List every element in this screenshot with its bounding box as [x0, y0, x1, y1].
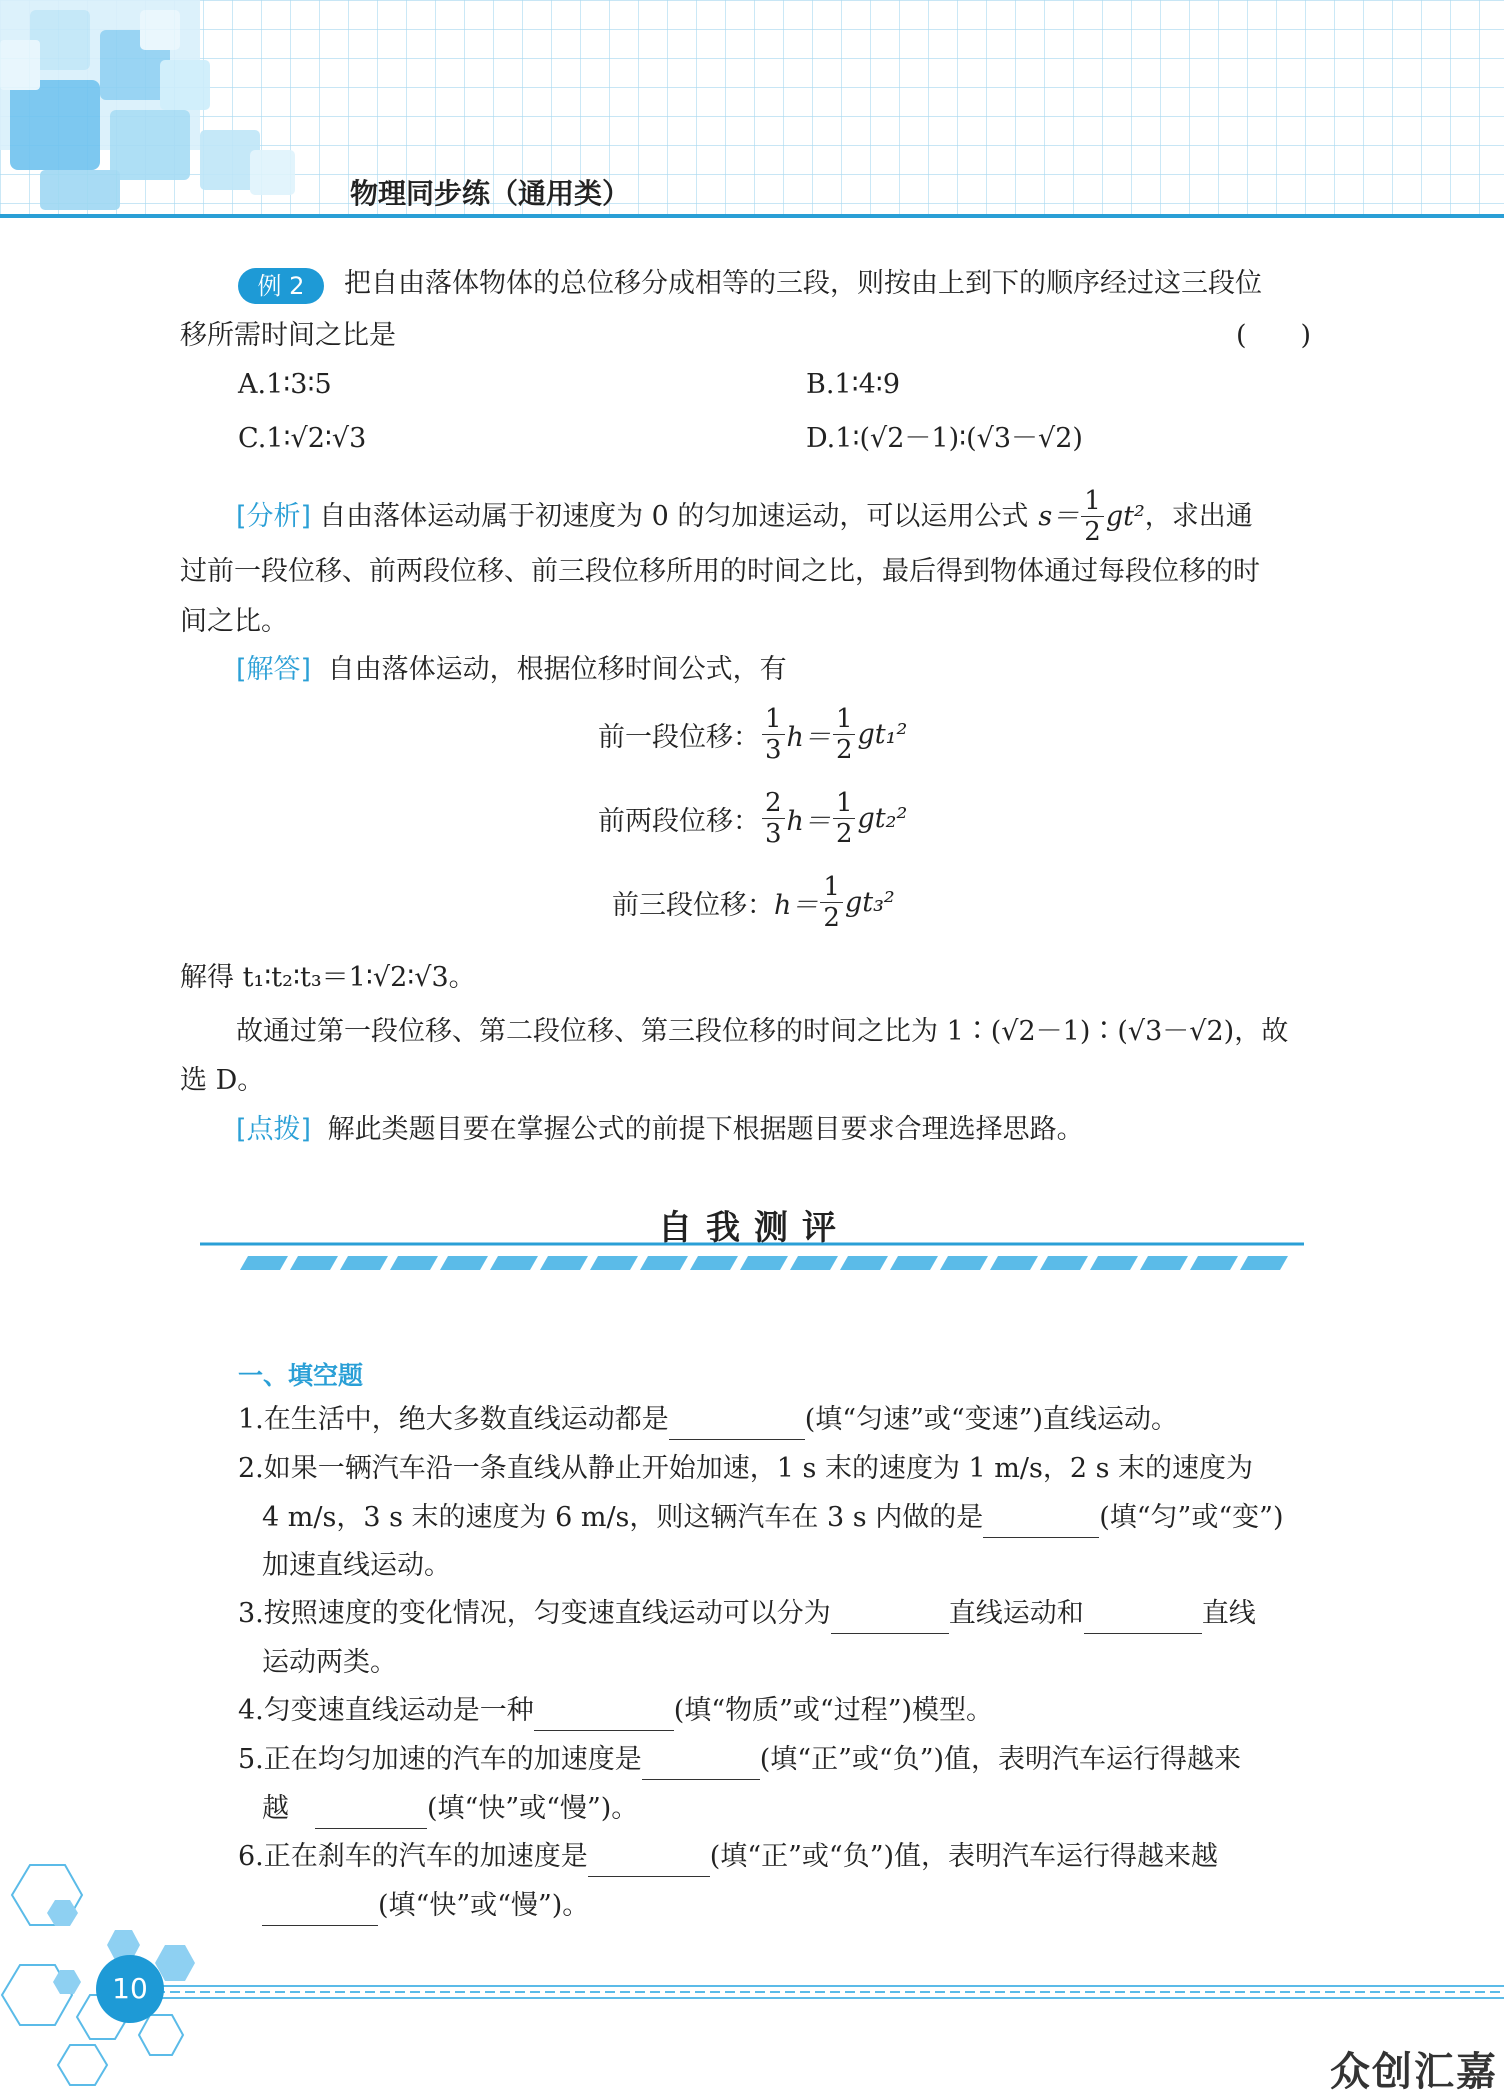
analysis-line-3: 间之比。: [180, 606, 288, 637]
option-c: C.1∶√2∶√3: [238, 423, 367, 454]
q3-text-b: 直线运动和: [948, 1598, 1084, 1629]
q4-text-b: (填“物质”或“过程”)模型。: [673, 1695, 994, 1726]
q2-text-c: (填“匀”或“变”): [1099, 1502, 1284, 1533]
formula-num: 1: [1081, 486, 1104, 517]
eq1-fraction-b: [833, 704, 856, 765]
fill-blank-heading: 一、填空题: [238, 1361, 364, 1390]
question-2-line-3: 加速直线运动。: [262, 1550, 451, 1581]
question-2-line-1: 2.如果一辆汽车沿一条直线从静止开始加速，1 s 末的速度为 1 m/s，2 s 末的速度为: [238, 1453, 1254, 1484]
eq2-den2: 2: [835, 819, 853, 849]
q5-blank-2[interactable]: [315, 1798, 427, 1829]
eq3-den2: 2: [823, 903, 840, 933]
q4-blank[interactable]: [534, 1700, 674, 1731]
answer-tag: [解答]: [236, 654, 312, 685]
q1-text-a: 1.在生活中，绝大多数直线运动都是: [238, 1404, 669, 1435]
question-5-line-2: [262, 1789, 638, 1829]
analysis-line-2: 过前一段位移、前两段位移、前三段位移所用的时间之比，最后得到物体通过每段位移的时: [180, 556, 1260, 587]
eq3-mid: h＝: [774, 890, 819, 921]
page-number-circle: 10: [96, 1955, 164, 2023]
eq3-fraction: [820, 872, 843, 933]
question-line-1: 把自由落体物体的总位移分成相等的三段，则按由上到下的顺序经过这三段位: [344, 268, 1262, 299]
eq1-num: 1: [762, 704, 785, 735]
eq3-num2: 1: [820, 872, 843, 903]
q2-blank[interactable]: [983, 1507, 1099, 1538]
question-4: [238, 1691, 993, 1731]
equation-3: [612, 872, 895, 933]
option-d: D.1∶(√2－1)∶(√3－√2): [806, 423, 1083, 454]
answer-line-1: [236, 650, 787, 690]
q4-text-a: 4.匀变速直线运动是一种: [238, 1695, 534, 1726]
eq3-rhs: gt₃²: [844, 887, 895, 918]
q5-blank-1[interactable]: [642, 1749, 760, 1780]
question-line-2: 移所需时间之比是: [180, 320, 396, 351]
tip-text: 解此类题目要在掌握公式的前提下根据题目要求合理选择思路。: [327, 1114, 1084, 1145]
eq2-mid: h＝: [786, 806, 831, 837]
watermark: 众创汇嘉: [1330, 2049, 1498, 2095]
eq1-den: 3: [765, 735, 782, 765]
formula-fraction: [1081, 486, 1104, 547]
question-3-line-1: [238, 1594, 1256, 1634]
footer-decoration: [0, 1855, 1504, 2094]
q5-text-b: (填“正”或“负”)值，表明汽车运行得越来: [759, 1744, 1242, 1775]
q5-text-a: 5.正在均匀加速的汽车的加速度是: [238, 1744, 642, 1775]
answer-paren: ( ): [1236, 320, 1312, 351]
q1-text-b: (填“匀速”或“变速”)直线运动。: [804, 1404, 1179, 1435]
q6-text-a: 6.正在刹车的汽车的加速度是: [238, 1841, 588, 1872]
analysis-text-b: ，求出通: [1144, 500, 1253, 532]
eq2-num: 2: [762, 788, 785, 819]
formula-lhs: s＝: [1038, 500, 1080, 532]
eq2-fraction-a: [762, 788, 785, 849]
answer-text: 自由落体运动，根据位移时间公式，有: [327, 654, 787, 685]
eq1-label: 前一段位移：: [598, 722, 760, 753]
conclude-line-1: 故通过第一段位移、第二段位移、第三段位移的时间之比为 1∶(√2－1)∶(√3－√2)，故: [236, 1016, 1289, 1047]
analysis-tag: [分析]: [236, 500, 312, 532]
q5-text-c: 越: [262, 1793, 289, 1824]
eq2-label: 前两段位移：: [598, 806, 760, 837]
question-2-line-2: [262, 1498, 1283, 1538]
eq1-rhs: gt₁²: [857, 719, 908, 750]
solve-line: 解得 t₁∶t₂∶t₃＝1∶√2∶√3。: [180, 962, 476, 993]
eq2-den: 3: [765, 819, 782, 849]
question-1: [238, 1400, 1178, 1440]
q6-text-b: (填“正”或“负”)值，表明汽车运行得越来越: [709, 1841, 1219, 1872]
equation-2: [598, 788, 907, 849]
example-badge: 例 2: [238, 268, 324, 304]
conclude-line-2: 选 D。: [180, 1065, 265, 1096]
section-title: 自我测评: [658, 1208, 850, 1248]
eq1-num2: 1: [833, 704, 856, 735]
formula-rhs: gt²: [1105, 500, 1145, 532]
q1-blank[interactable]: [669, 1409, 805, 1440]
analysis-line-1: [236, 486, 1253, 547]
eq2-fraction-b: [833, 788, 856, 849]
q3-text-c: 直线: [1201, 1598, 1256, 1629]
q3-blank-2[interactable]: [1084, 1603, 1202, 1634]
analysis-text-a: 自由落体运动属于初速度为 0 的匀加速运动，可以运用公式: [319, 500, 1029, 532]
header-banner: [0, 0, 1504, 222]
question-3-line-2: 运动两类。: [262, 1647, 397, 1678]
option-b: B.1∶4∶9: [806, 369, 901, 400]
eq1-fraction-a: [762, 704, 785, 765]
eq1-den2: 2: [835, 735, 853, 765]
equation-1: [598, 704, 907, 765]
eq3-label: 前三段位移：: [612, 890, 774, 921]
tip-tag: [点拨]: [236, 1114, 312, 1145]
q3-text-a: 3.按照速度的变化情况，匀变速直线运动可以分为: [238, 1598, 831, 1629]
grid-background: [0, 0, 1504, 222]
eq1-mid: h＝: [786, 722, 831, 753]
eq2-num2: 1: [833, 788, 856, 819]
formula-den: 2: [1084, 517, 1101, 547]
q3-blank-1[interactable]: [831, 1603, 949, 1634]
dash-stripes: [240, 1256, 1288, 1270]
q2-text-b: 4 m/s，3 s 末的速度为 6 m/s，则这辆汽车在 3 s 内做的是: [262, 1502, 984, 1533]
tip-line: [236, 1110, 1084, 1150]
section-divider: [200, 1240, 1304, 1276]
q6-text-c: (填“快”或“慢”)。: [378, 1890, 590, 1921]
option-a: A.1∶3∶5: [238, 369, 332, 400]
question-5-line-1: [238, 1740, 1241, 1780]
eq2-rhs: gt₂²: [857, 803, 908, 834]
header-title: 物理同步练（通用类）: [350, 177, 631, 210]
q5-text-d: (填“快”或“慢”)。: [427, 1793, 639, 1824]
